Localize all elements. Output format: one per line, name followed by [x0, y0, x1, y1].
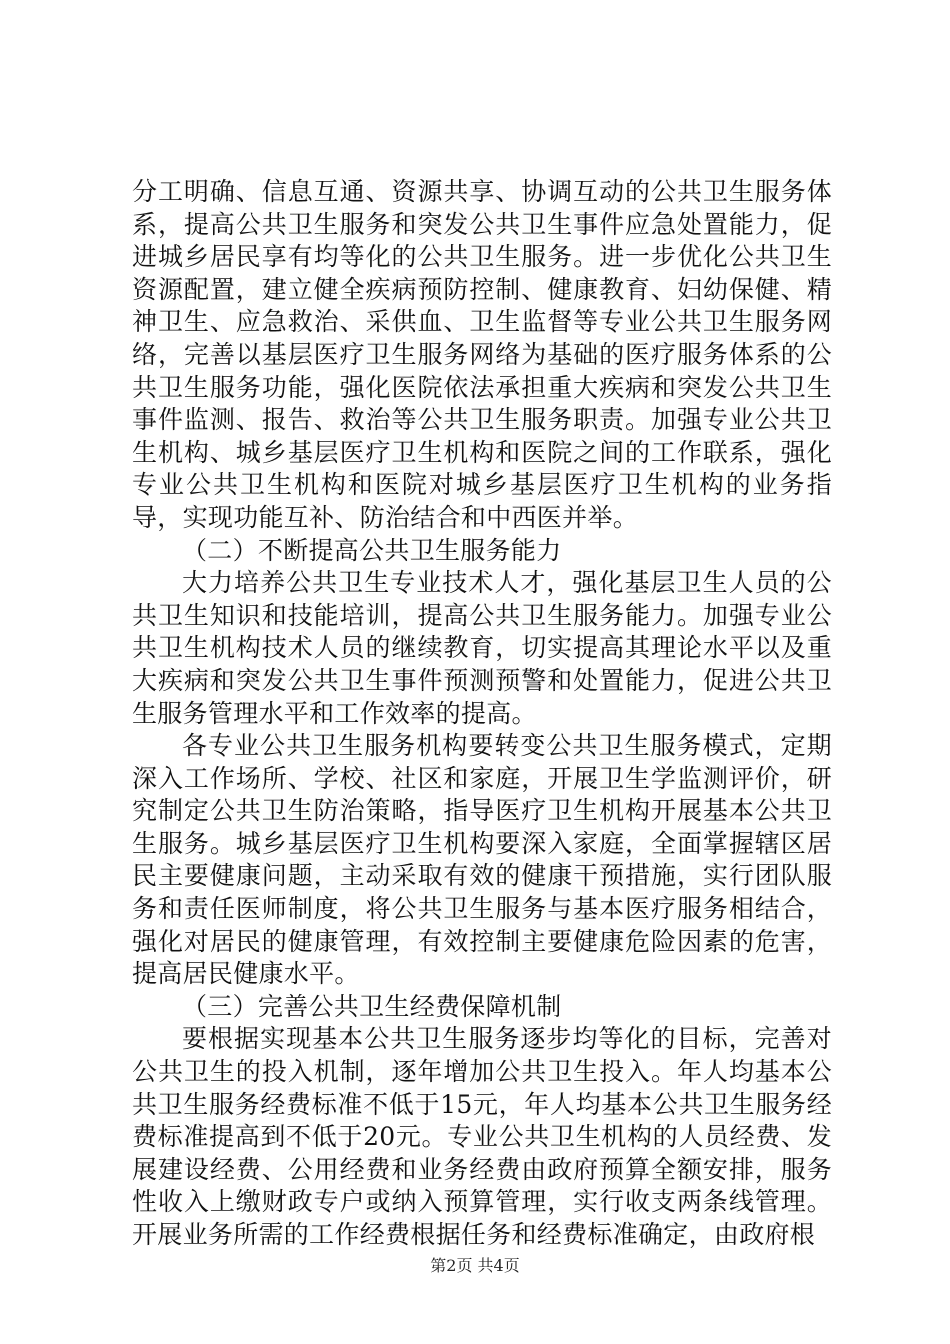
- page-number-footer: 第2页 共4页: [430, 1256, 520, 1275]
- section-heading-3: （三）完善公共卫生经费保障机制: [182, 991, 562, 1021]
- paragraph: 大力培养公共卫生专业技术人才，强化基层卫生人员的公共卫生知识和技能培训，提高公共卫生服务能力。加强专业公共卫生机构技术人员的继续教育，切实提高其理论水平以及重大疾病和突发公共卫生事件预测预警和处置能力，促进公共卫生服务管理水平和工作效率的提高。: [132, 568, 832, 728]
- document-body: [132, 176, 832, 1252]
- section-heading-2: （二）不断提高公共卫生服务能力: [182, 535, 562, 565]
- paragraph: 要根据实现基本公共卫生服务逐步均等化的目标，完善对公共卫生的投入机制，逐年增加公共卫生投入。年人均基本公共卫生服务经费标准不低于15元，年人均基本公共卫生服务经费标准提高到不低于20元。专业公共卫生机构的人员经费、发展建设经费、公用经费和业务经费由政府预算全额安排，服务性收入上缴财政专户或纳入预算管理，实行收支两条线管理。开展业务所需的工作经费根据任务和经费标准确定，由政府根: [132, 1024, 832, 1249]
- paragraph: 各专业公共卫生服务机构要转变公共卫生服务模式，定期深入工作场所、学校、社区和家庭，开展卫生学监测评价，研究制定公共卫生防治策略，指导医疗卫生机构开展基本公共卫生服务。城乡基层医疗卫生机构要深入家庭，全面掌握辖区居民主要健康问题，主动采取有效的健康干预措施，实行团队服务和责任医师制度，将公共卫生服务与基本医疗服务相结合，强化对居民的健康管理，有效控制主要健康危险因素的危害，提高居民健康水平。: [132, 731, 832, 989]
- paragraph-continued: 分工明确、信息互通、资源共享、协调互动的公共卫生服务体系，提高公共卫生服务和突发公共卫生事件应急处置能力，促进城乡居民享有均等化的公共卫生服务。进一步优化公共卫生资源配置，建立健全疾病预防控制、健康教育、妇幼保健、精神卫生、应急救治、采供血、卫生监督等专业公共卫生服务网络，完善以基层医疗卫生服务网络为基础的医疗服务体系的公共卫生服务功能，强化医院依法承担重大疾病和突发公共卫生事件监测、报告、救治等公共卫生服务职责。加强专业公共卫生机构、城乡基层医疗卫生机构和医院之间的工作联系，强化专业公共卫生机构和医院对城乡基层医疗卫生机构的业务指导，实现功能互补、防治结合和中西医并举。: [132, 177, 832, 532]
